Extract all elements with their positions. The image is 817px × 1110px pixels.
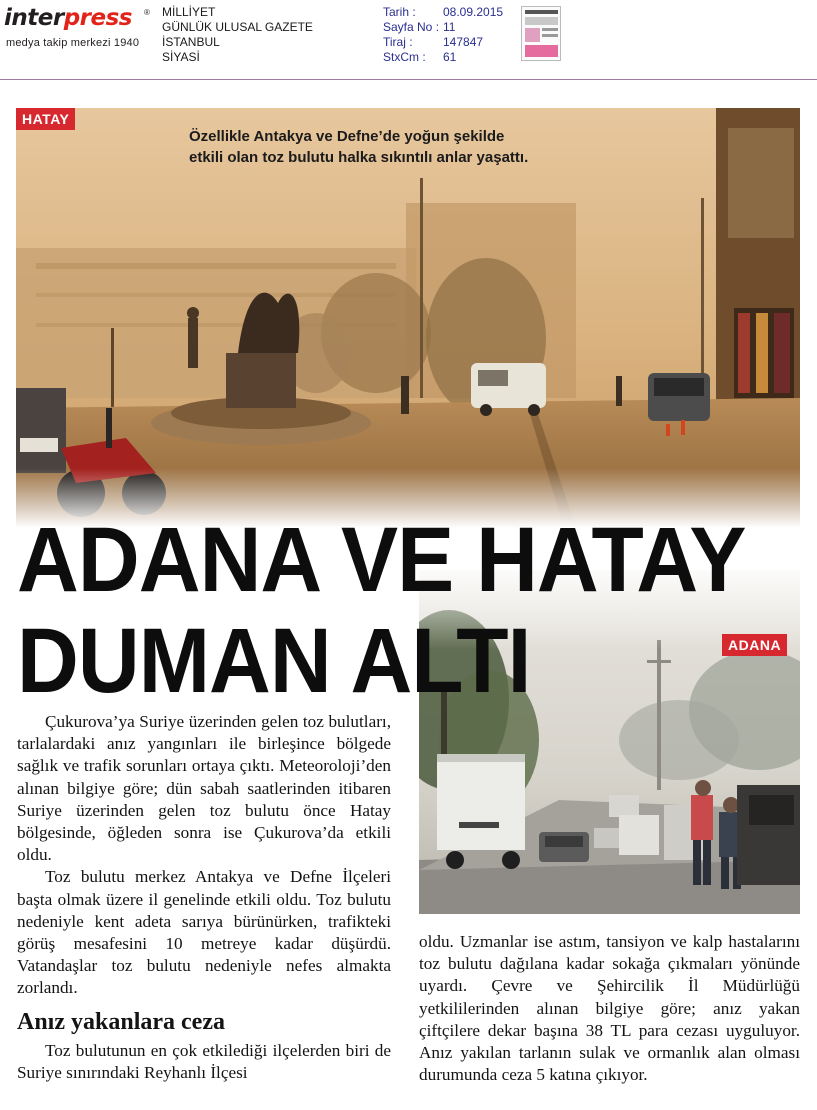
body-paragraph-1: Çukurova’ya Suriye üzerinden gelen toz bulutları, tarlalardaki anız yangınları ile birleşince bölgede sağlık ve trafik sorunları ortaya çıktı. Meteoroloji’den alınan bilgiye göre; dün sabah saatlerinden itibaren Suriye üzerinden gelen toz bulutu önce Hatay bölgesinde, öğleden sonra ise Çukurova’da etkili oldu.	[17, 712, 391, 865]
location-tag-adana: ADANA	[722, 634, 787, 656]
publication-info	[162, 5, 313, 65]
header-divider	[0, 79, 817, 80]
article-column-right	[419, 931, 800, 1086]
article-subheading: Anız yakanlara ceza	[17, 1008, 225, 1035]
body-paragraph-4: oldu. Uzmanlar ise astım, tansiyon ve kalp hastalarını toz bulutu dağılana kadar sokağa çıkmaları yönünde uyardı. Çevre ve Şehircilik İl Müdürlüğü yetkililerinden alınan bilgiye göre; anız yakan çiftçilere dekar başına 38 TL para cezası uyguluyor. Anız yakılan tarlanın sulak ve ormanlık alan olması durumunda ceza 5 katına çıkıyor.	[419, 932, 800, 1085]
publication-section: SİYASİ	[162, 50, 200, 64]
interpress-logo	[4, 4, 150, 48]
logo-press-text: press	[63, 5, 132, 31]
body-paragraph-2: Toz bulutu merkez Antakya ve Defne İlçeleri başta olmak üzere il genelinde etkili oldu. Toz bulutu nedeniyle kent adeta sarıya bürünürken, trafikteki görüş mesafesini 10 metreye kadar düşürdü. Vatandaşlar toz bulutu nedeniyle nefes almakta zorlandı.	[17, 867, 391, 998]
meta-page: Sayfa No : 11	[383, 20, 456, 34]
headline-line-1: ADANA VE HATAY	[17, 509, 746, 611]
publication-city: İSTANBUL	[162, 35, 220, 49]
registered-mark: ®	[144, 8, 150, 17]
article-headline	[17, 510, 746, 712]
clipping-header	[0, 0, 817, 82]
publication-type: GÜNLÜK ULUSAL GAZETE	[162, 20, 313, 34]
page-thumbnail[interactable]	[521, 6, 561, 61]
meta-stxcm: StxCm : 61	[383, 50, 457, 64]
location-tag-hatay: HATAY	[16, 108, 75, 130]
article-column-left	[17, 711, 391, 1084]
photo-caption: Özellikle Antakya ve Defne’de yoğun şekilde etkili olan toz bulutu halka sıkıntılı anlar yaşattı.	[189, 128, 529, 166]
publication-name: MİLLİYET	[162, 5, 216, 19]
headline-line-2: DUMAN ALTI	[17, 610, 531, 712]
logo-inter-text: inter	[4, 5, 64, 31]
meta-date: Tarih : 08.09.2015	[383, 5, 504, 19]
meta-circulation: Tiraj : 147847	[383, 35, 484, 49]
clipping-meta	[383, 5, 503, 65]
logo-tagline: medya takip merkezi 1940	[6, 37, 140, 49]
body-paragraph-3: Toz bulutunun en çok etkilediği ilçelerden biri de Suriye sınırındaki Reyhanlı İlçesi	[17, 1040, 391, 1082]
hatay-dust-photo	[16, 108, 800, 528]
